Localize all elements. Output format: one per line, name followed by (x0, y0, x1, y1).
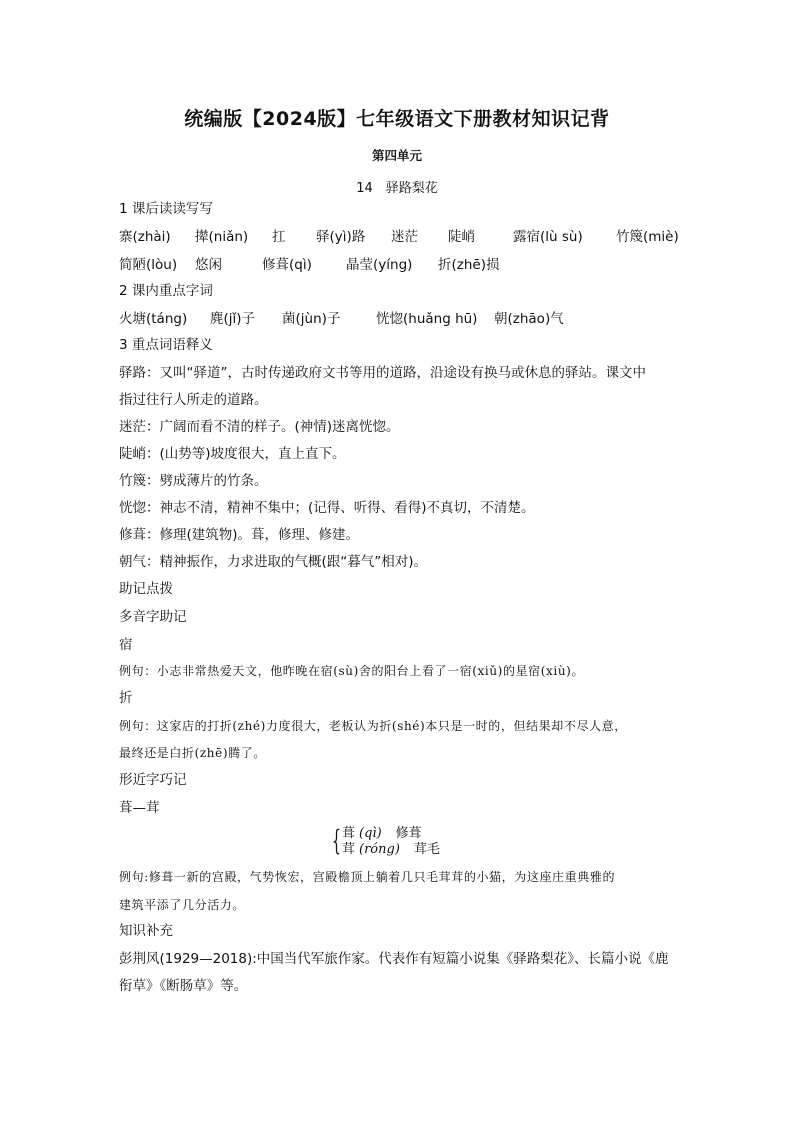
definition-line: 竹篾：劈成薄片的竹条。 (119, 473, 268, 489)
section2-heading: 2 课内重点字词 (119, 283, 213, 299)
definition-line: 修葺：修理(建筑物)。葺，修理、修建。 (119, 527, 360, 543)
page-title: 统编版【2024版】七年级语文下册教材知识记背 (184, 108, 610, 130)
compare-char: 葺 (342, 826, 356, 841)
word-item: 扛 (272, 229, 286, 245)
word-item: 修葺(qì) (262, 257, 312, 273)
word-item: 悠闲 (195, 257, 222, 273)
compare-char: 茸 (342, 842, 356, 857)
definition-line: 驿路：又叫“驿道”，古时传递政府文书等用的道路，沿途设有换马或休息的驿站。课文中 (119, 365, 646, 381)
unit-heading: 第四单元 (371, 148, 422, 163)
example-sentence: 例句：小志非常热爱天文，他昨晚在宿(sù)舍的阳台上看了一宿(xiǔ)的星宿(xiù)。 (119, 664, 585, 678)
compare-word: 修葺 (395, 826, 422, 841)
section3-heading: 3 重点词语释义 (119, 337, 213, 353)
compare-word: 茸毛 (413, 842, 440, 857)
word-item: 迷茫 (391, 229, 418, 245)
lesson-heading: 14 驿路梨花 (356, 181, 438, 196)
tips-heading: 助记点拨 (119, 581, 173, 597)
definition-line: 指过往行人所走的道路。 (119, 392, 268, 408)
definition-line: 陡峭：(山势等)坡度很大，直上直下。 (119, 446, 346, 462)
example-sentence: 例句：这家店的打折(zhé)力度很大，老板认为折(shé)本只是一时的，但结果却不尽人意， (119, 719, 627, 733)
definition-line: 朝气：精神振作，力求进取的气概(跟“暮气”相对)。 (119, 554, 428, 570)
supplement-line: 彭荆风(1929—2018):中国当代军旅作家。代表作有短篇小说集《驿路梨花》、长篇小说《鹿 (119, 951, 669, 967)
word-item: 陡峭 (448, 229, 475, 245)
polyphone-heading: 多音字助记 (119, 609, 187, 625)
compare-pinyin: (róng) (359, 842, 400, 857)
word-item: 折(zhē)损 (438, 257, 500, 273)
supplement-heading: 知识补充 (119, 923, 173, 939)
similar-char-heading: 形近字巧记 (119, 772, 187, 788)
section1-heading: 1 课后读读写写 (119, 201, 213, 217)
word-item: 寨(zhài) (119, 229, 171, 245)
polyphone-char: 宿 (119, 637, 133, 653)
example-sentence: 建筑平添了几分活力。 (119, 898, 246, 912)
char-compare-brace (332, 826, 482, 858)
supplement-line: 衔草》《断肠草》等。 (119, 978, 248, 994)
word-item: 朝(zhāo)气 (494, 311, 564, 327)
word-item: 火塘(táng) (119, 311, 188, 327)
word-item: 驿(yì)路 (316, 229, 366, 245)
word-item: 竹篾(miè) (616, 229, 679, 245)
word-item: 撵(niǎn) (195, 229, 249, 245)
example-sentence: 例句:修葺一新的宫殿，气势恢宏，宫殿檐顶上躺着几只毛茸茸的小猫，为这座庄重典雅的 (119, 870, 616, 884)
brace-symbol: { (332, 824, 341, 857)
compare-pinyin: (qì) (359, 826, 382, 841)
definition-line: 恍惚：神志不清，精神不集中；(记得、听得、看得)不真切，不清楚。 (119, 500, 535, 516)
word-item: 简陋(lòu) (119, 257, 178, 273)
definition-line: 迷茫：广阔而看不清的样子。(神情)迷离恍惚。 (119, 419, 400, 435)
polyphone-char: 折 (119, 690, 133, 706)
compare-row (342, 826, 422, 842)
compare-row (342, 842, 440, 858)
word-item: 晶莹(yíng) (346, 257, 413, 273)
example-sentence: 最终还是白折(zhē)腾了。 (119, 746, 266, 760)
word-item: 菌(jùn)子 (282, 311, 341, 327)
word-item: 麂(jǐ)子 (210, 311, 256, 327)
word-item: 露宿(lù sù) (513, 229, 583, 245)
char-pair: 葺—茸 (119, 800, 160, 816)
word-item: 恍惚(huǎng hū) (376, 311, 478, 327)
